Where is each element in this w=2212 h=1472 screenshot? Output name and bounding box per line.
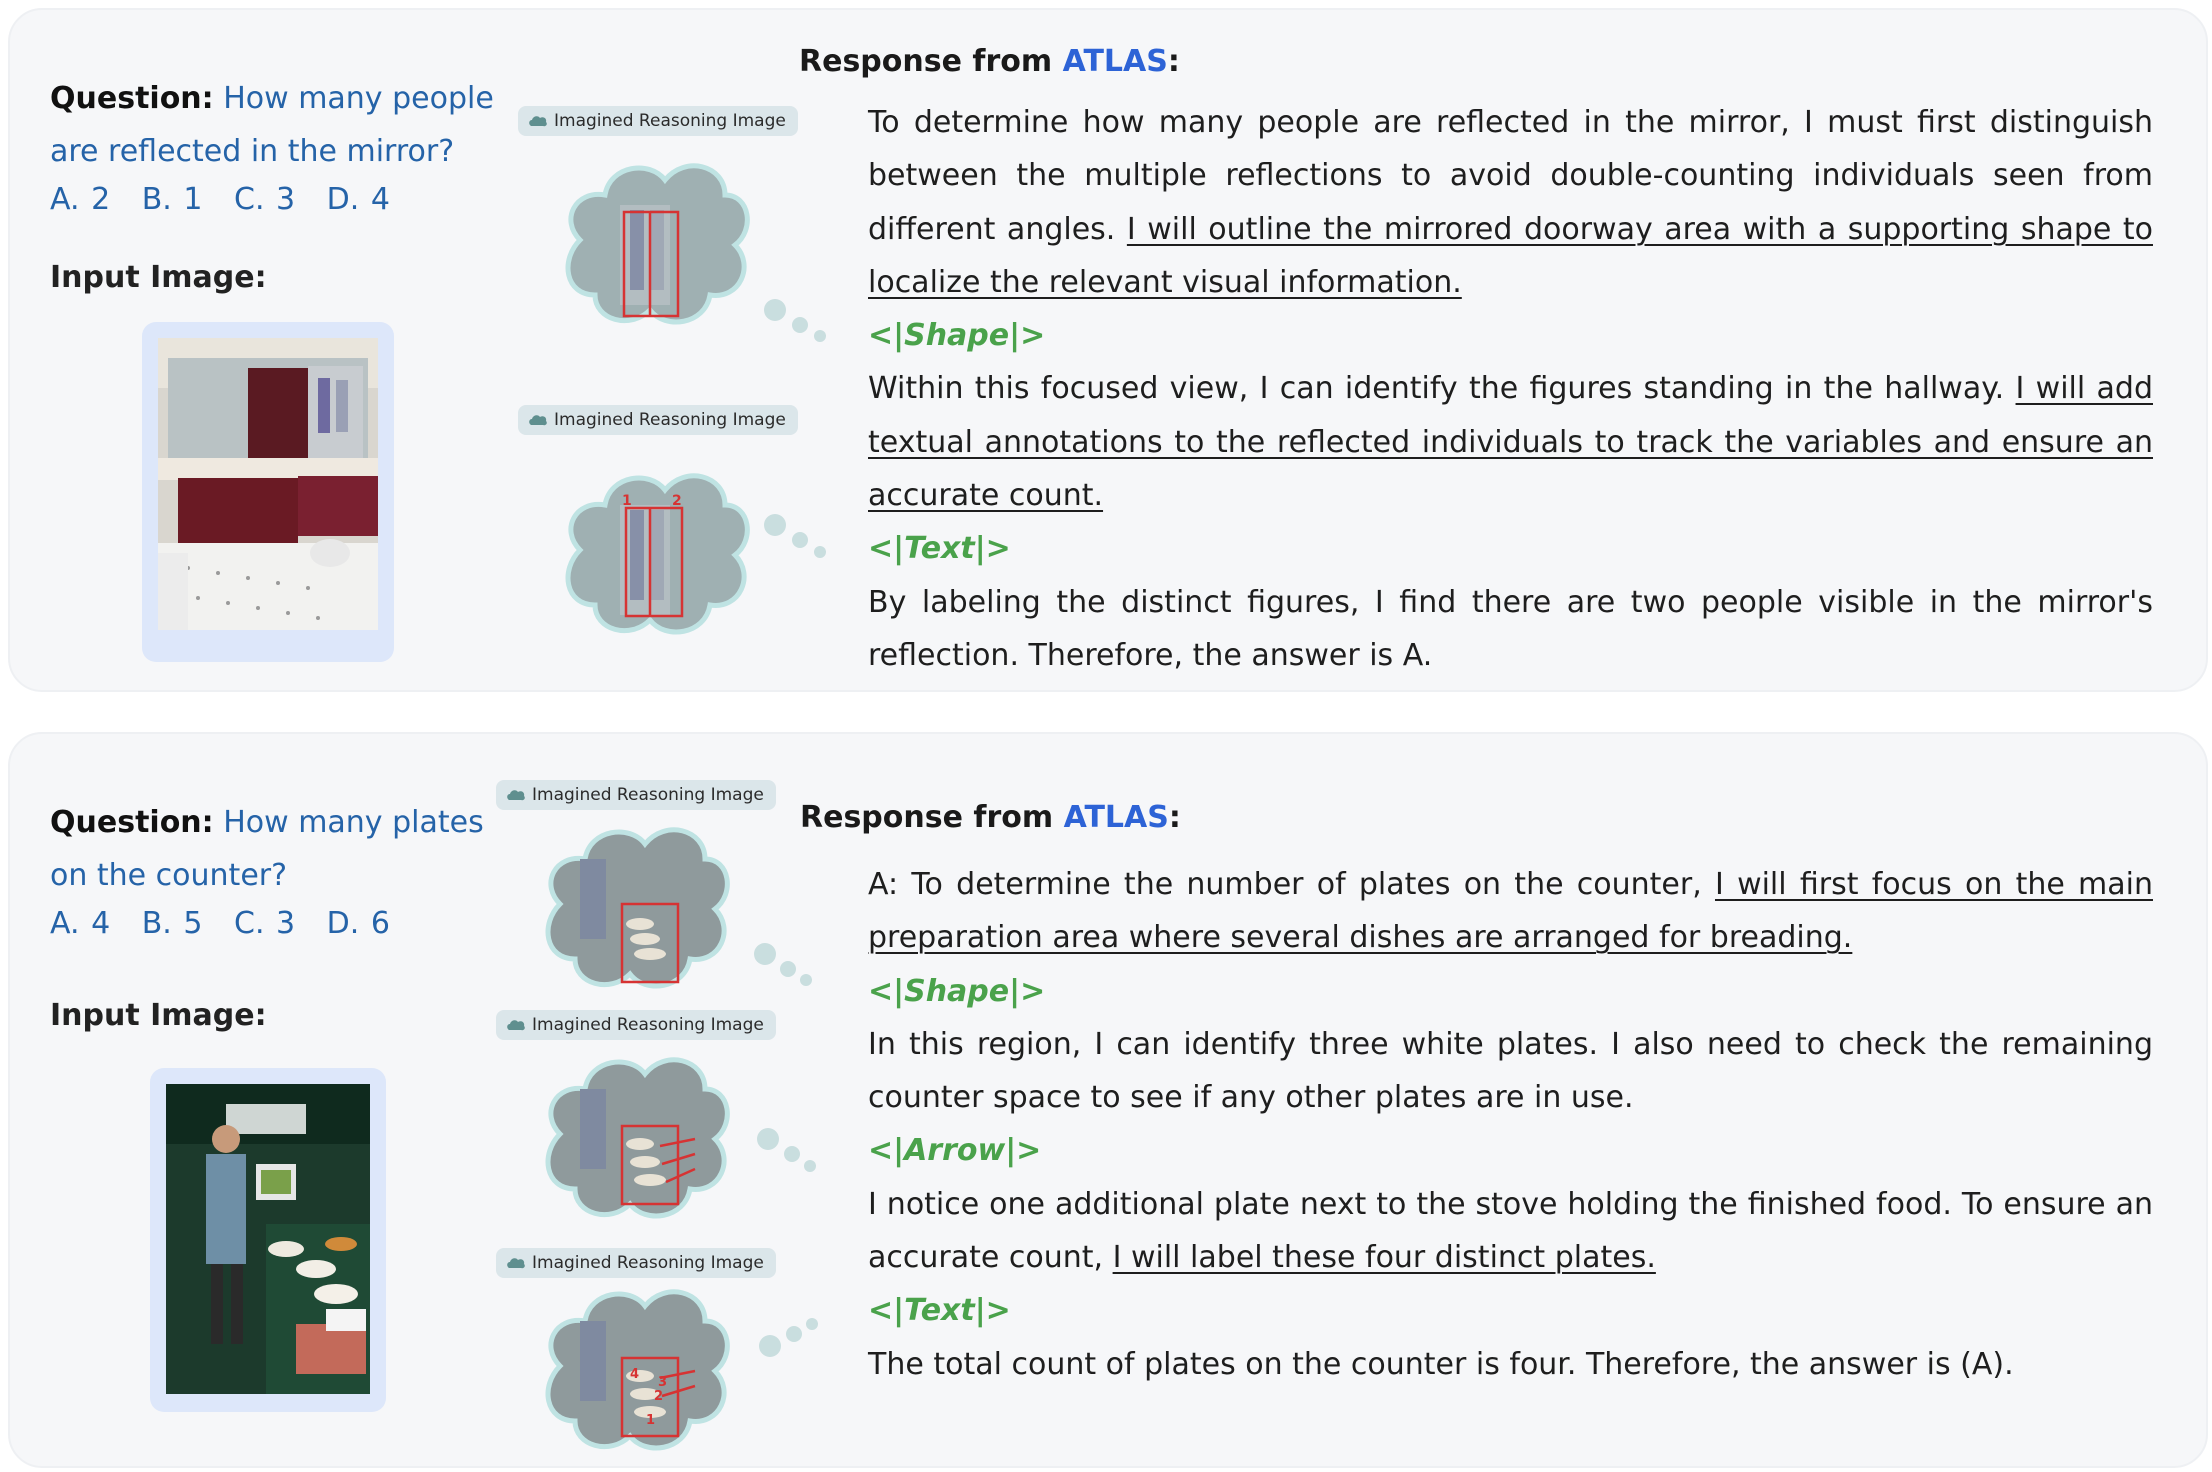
thought-cloud-icon bbox=[506, 1256, 526, 1270]
annotation-label: 2 bbox=[654, 1389, 664, 1404]
annotation-label: 4 bbox=[630, 1367, 640, 1382]
imagined-image-cloud-3 bbox=[520, 1276, 850, 1466]
annotation-label: 3 bbox=[658, 1375, 668, 1390]
imagined-image-badge bbox=[496, 1010, 776, 1040]
imagined-image-badge bbox=[496, 780, 776, 810]
response-step: Within this focused view, I can identify the figures standing in the hallway. I will add textual annotations to the reflected individuals to track the variables and ensure an accurate count. bbox=[868, 371, 2153, 514]
thought-cloud-icon bbox=[506, 788, 526, 802]
kitchen-photo bbox=[166, 1084, 370, 1394]
badge-label: Imagined Reasoning Image bbox=[532, 785, 764, 805]
example-panel-1 bbox=[8, 8, 2208, 692]
bathroom-photo bbox=[158, 338, 378, 630]
input-image-frame bbox=[150, 1068, 386, 1412]
response-body bbox=[868, 858, 2153, 1391]
response-body bbox=[868, 96, 2153, 682]
response-title bbox=[800, 800, 1181, 835]
option-a: A. 4 bbox=[50, 906, 111, 941]
input-image-label: Input Image: bbox=[50, 998, 267, 1033]
response-title-prefix: Response from bbox=[800, 800, 1054, 835]
question-text: How many people are reflected in the mirror? bbox=[50, 81, 494, 169]
response-step: The total count of plates on the counter is four. Therefore, the answer is (A). bbox=[868, 1346, 2014, 1382]
option-b: B. 1 bbox=[141, 182, 203, 217]
option-c: C. 3 bbox=[234, 182, 296, 217]
option-d: D. 6 bbox=[326, 906, 390, 941]
tool-tag: <|Shape|> bbox=[868, 973, 1046, 1009]
response-title bbox=[799, 44, 1180, 79]
imagined-image-badge bbox=[518, 106, 798, 136]
tool-tag: <|Arrow|> bbox=[868, 1133, 1042, 1169]
question bbox=[50, 72, 510, 178]
annotation-label: 1 bbox=[622, 493, 632, 509]
imagined-image-badge bbox=[496, 1248, 776, 1278]
question bbox=[50, 796, 510, 902]
answer-options bbox=[50, 906, 410, 941]
imagined-image-cloud-2 bbox=[520, 1044, 850, 1239]
response-title-suffix: : bbox=[1168, 800, 1181, 835]
response-title-prefix: Response from bbox=[799, 44, 1053, 79]
response-step: In this region, I can identify three white plates. I also need to check the remaining counter space to see if any other plates are in use. bbox=[868, 1026, 2153, 1116]
imagined-image-cloud-1 bbox=[540, 150, 860, 360]
thought-cloud-icon bbox=[506, 1018, 526, 1032]
thought-cloud-icon bbox=[528, 114, 548, 128]
input-image-frame bbox=[142, 322, 394, 662]
atlas-brand: ATLAS bbox=[1062, 44, 1168, 79]
option-b: B. 5 bbox=[141, 906, 203, 941]
input-image-label: Input Image: bbox=[50, 260, 267, 295]
imagined-image-cloud-2 bbox=[540, 460, 860, 670]
response-title-suffix: : bbox=[1167, 44, 1180, 79]
option-d: D. 4 bbox=[326, 182, 390, 217]
annotation-label: 2 bbox=[672, 493, 682, 509]
option-a: A. 2 bbox=[50, 182, 111, 217]
answer-options bbox=[50, 182, 410, 217]
tool-tag: <|Shape|> bbox=[868, 318, 1046, 354]
question-label: Question: bbox=[50, 805, 214, 840]
atlas-brand: ATLAS bbox=[1063, 800, 1169, 835]
response-step: A: To determine the number of plates on the counter, I will first focus on the main preparation area where several dishes are arranged for breading. bbox=[868, 867, 2153, 956]
response-step: By labeling the distinct figures, I find there are two people visible in the mirror's reflection. Therefore, the answer is A. bbox=[868, 584, 2153, 673]
question-label: Question: bbox=[50, 81, 214, 116]
thought-cloud-icon bbox=[528, 413, 548, 427]
badge-label: Imagined Reasoning Image bbox=[554, 410, 786, 430]
imagined-image-badge bbox=[518, 405, 798, 435]
question-text: How many plates on the counter? bbox=[50, 805, 484, 893]
response-step: I notice one additional plate next to the stove holding the finished food. To ensure an accurate count, I will label these four distinct plates. bbox=[868, 1186, 2153, 1276]
tool-tag: <|Text|> bbox=[868, 531, 1011, 567]
tool-tag: <|Text|> bbox=[868, 1293, 1011, 1329]
badge-label: Imagined Reasoning Image bbox=[532, 1015, 764, 1035]
option-c: C. 3 bbox=[234, 906, 296, 941]
badge-label: Imagined Reasoning Image bbox=[554, 111, 786, 131]
badge-label: Imagined Reasoning Image bbox=[532, 1253, 764, 1273]
example-panel-2 bbox=[8, 732, 2208, 1468]
imagined-image-cloud-1 bbox=[520, 814, 850, 1009]
annotation-label: 1 bbox=[646, 1413, 656, 1428]
response-step: To determine how many people are reflected in the mirror, I must first distinguish between the multiple reflections to avoid double-counting individuals seen from different angles. I will outline the mirrored doorway area with a supporting shape to localize the relevant visual information. bbox=[868, 105, 2153, 300]
